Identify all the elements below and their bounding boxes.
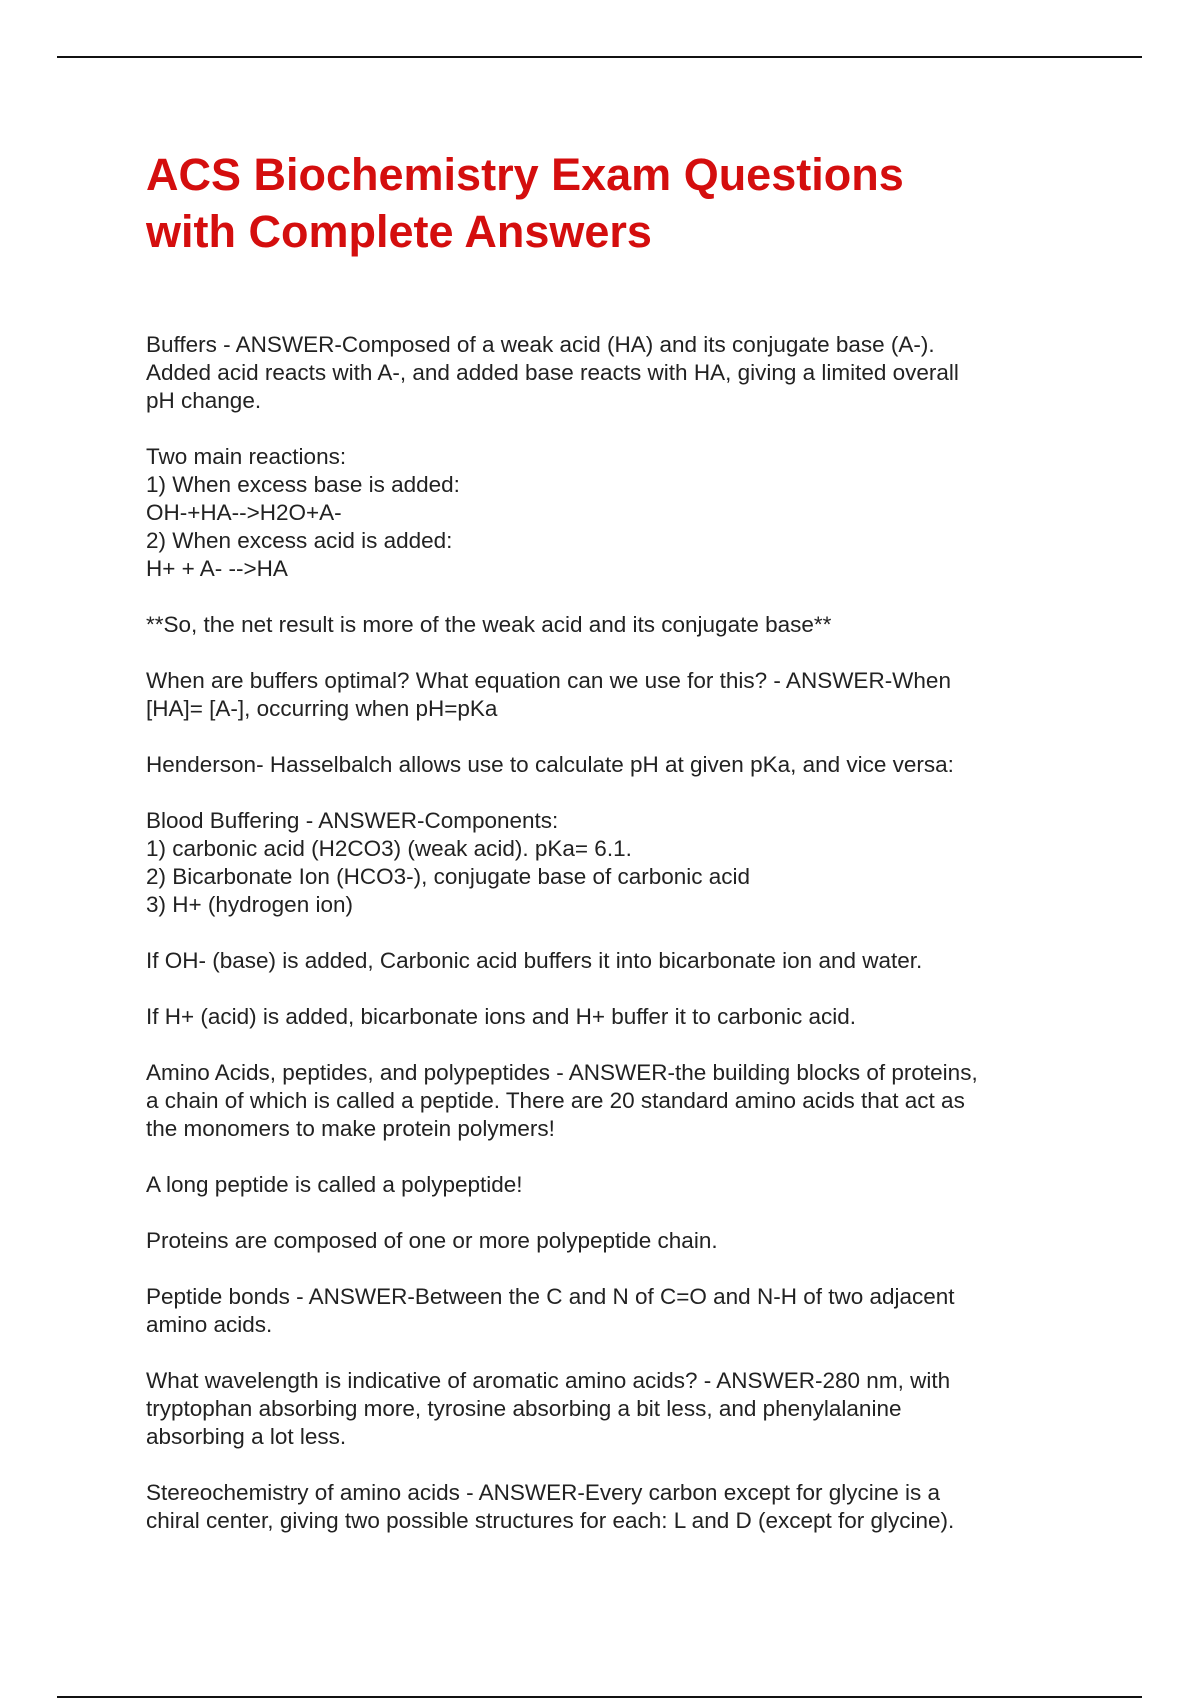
text-line: a chain of which is called a peptide. There are 20 standard amino acids that act as — [146, 1088, 965, 1113]
paragraph-buffers — [146, 331, 1066, 415]
document-title — [146, 146, 1066, 260]
paragraph-amino-acids — [146, 1059, 1066, 1143]
paragraph-net-result — [146, 611, 1066, 639]
text-line: tryptophan absorbing more, tyrosine absorbing a bit less, and phenylalanine — [146, 1396, 902, 1421]
paragraph-buffers-optimal — [146, 667, 1066, 723]
text-line: Added acid reacts with A-, and added base reacts with HA, giving a limited overall — [146, 360, 959, 385]
text-line: the monomers to make protein polymers! — [146, 1116, 555, 1141]
text-line: Buffers - ANSWER-Composed of a weak acid (HA) and its conjugate base (A-). — [146, 332, 935, 357]
text-line: If OH- (base) is added, Carbonic acid buffers it into bicarbonate ion and water. — [146, 948, 923, 973]
text-line: 3) H+ (hydrogen ion) — [146, 892, 353, 917]
text-line: absorbing a lot less. — [146, 1424, 347, 1449]
bottom-rule — [57, 1696, 1142, 1698]
paragraph-peptide-bonds — [146, 1283, 1066, 1339]
text-line: 2) When excess acid is added: — [146, 528, 453, 553]
paragraph-wavelength — [146, 1367, 1066, 1451]
text-line: What wavelength is indicative of aromatic amino acids? - ANSWER-280 nm, with — [146, 1368, 951, 1393]
text-line: **So, the net result is more of the weak acid and its conjugate base** — [146, 612, 832, 637]
paragraph-oh-added — [146, 947, 1066, 975]
text-line: A long peptide is called a polypeptide! — [146, 1172, 523, 1197]
text-line: 1) carbonic acid (H2CO3) (weak acid). pKa= 6.1. — [146, 836, 632, 861]
text-line: Henderson- Hasselbalch allows use to calculate pH at given pKa, and vice versa: — [146, 752, 954, 777]
paragraph-henderson — [146, 751, 1066, 779]
text-line: Peptide bonds - ANSWER-Between the C and N of C=O and N-H of two adjacent — [146, 1284, 955, 1309]
text-line: 2) Bicarbonate Ion (HCO3-), conjugate base of carbonic acid — [146, 864, 751, 889]
text-line: Stereochemistry of amino acids - ANSWER-Every carbon except for glycine is a — [146, 1480, 941, 1505]
paragraph-blood-buffering — [146, 807, 1066, 919]
text-line: chiral center, giving two possible structures for each: L and D (except for glycine). — [146, 1508, 955, 1533]
title-line: with Complete Answers — [146, 206, 652, 257]
text-line: OH-+HA-->H2O+A- — [146, 500, 342, 525]
paragraph-reactions — [146, 443, 1066, 583]
text-line: Two main reactions: — [146, 444, 347, 469]
paragraph-stereochemistry — [146, 1479, 1066, 1535]
text-line: pH change. — [146, 388, 262, 413]
text-line: amino acids. — [146, 1312, 273, 1337]
text-line: Blood Buffering - ANSWER-Components: — [146, 808, 559, 833]
paragraph-long-peptide — [146, 1171, 1066, 1199]
text-line: Amino Acids, peptides, and polypeptides - ANSWER-the building blocks of proteins, — [146, 1060, 978, 1085]
text-line: [HA]= [A-], occurring when pH=pKa — [146, 696, 498, 721]
document-content — [146, 146, 1066, 1563]
paragraph-h-added — [146, 1003, 1066, 1031]
text-line: H+ + A- -->HA — [146, 556, 288, 581]
top-rule — [57, 56, 1142, 58]
text-line: Proteins are composed of one or more polypeptide chain. — [146, 1228, 718, 1253]
title-line: ACS Biochemistry Exam Questions — [146, 149, 904, 200]
document-body — [146, 331, 1066, 1535]
text-line: When are buffers optimal? What equation can we use for this? - ANSWER-When — [146, 668, 951, 693]
text-line: 1) When excess base is added: — [146, 472, 460, 497]
text-line: If H+ (acid) is added, bicarbonate ions and H+ buffer it to carbonic acid. — [146, 1004, 856, 1029]
paragraph-proteins — [146, 1227, 1066, 1255]
